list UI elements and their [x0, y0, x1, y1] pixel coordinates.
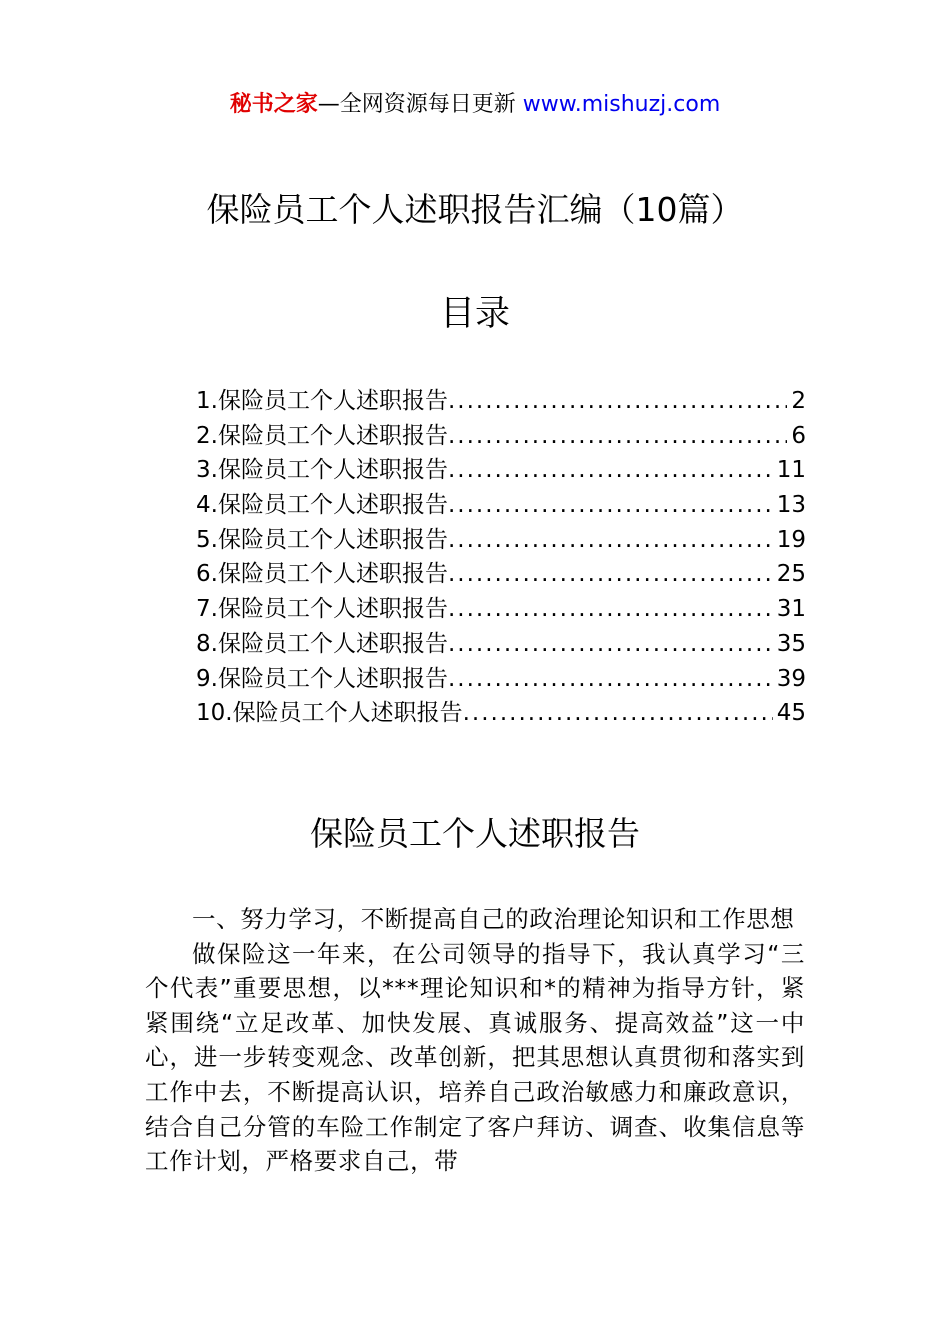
- toc-entry-page: 6: [791, 422, 806, 449]
- toc-entry[interactable]: [196, 488, 806, 523]
- toc-entry[interactable]: [196, 592, 806, 627]
- toc-leader-dots: [448, 419, 787, 453]
- toc-entry[interactable]: [196, 696, 806, 731]
- toc-entry-label: 6.保险员工个人述职报告: [196, 561, 448, 588]
- site-banner: [0, 90, 950, 120]
- toc-entry-page: 13: [776, 492, 806, 519]
- toc-leader-dots: [448, 592, 773, 626]
- toc-entry[interactable]: [196, 627, 806, 662]
- toc-heading: 目录: [439, 294, 510, 334]
- toc-entry-label: 1.保险员工个人述职报告: [196, 388, 448, 414]
- toc-entry-page: 19: [776, 526, 806, 553]
- banner-tagline: —全网资源每日更新: [317, 92, 523, 117]
- toc-leader-dots: [448, 662, 773, 696]
- toc-entry[interactable]: [196, 662, 806, 697]
- toc-leader-dots: [448, 384, 787, 418]
- toc-entry-label: 10.保险员工个人述职报告: [196, 700, 463, 727]
- table-of-contents: [196, 384, 806, 731]
- site-url-link[interactable]: www.mishuzj.com: [522, 92, 721, 117]
- document-title: 保险员工个人述职报告汇编（10篇）: [206, 190, 744, 229]
- toc-entry-page: 31: [776, 596, 806, 623]
- section-title: 保险员工个人述职报告: [310, 814, 640, 853]
- toc-entry-label: 8.保险员工个人述职报告: [196, 630, 448, 657]
- brand-name: 秘书之家: [229, 92, 318, 117]
- toc-leader-dots: [448, 488, 773, 522]
- toc-entry[interactable]: [196, 453, 806, 488]
- toc-entry-label: 4.保险员工个人述职报告: [196, 492, 448, 519]
- toc-leader-dots: [448, 523, 773, 557]
- toc-entry-label: 7.保险员工个人述职报告: [196, 596, 448, 623]
- section-subheading: 一、努力学习，不断提高自己的政治理论知识和工作思想: [192, 905, 795, 933]
- toc-entry[interactable]: [196, 419, 806, 454]
- toc-entry-page: 39: [776, 665, 806, 692]
- toc-leader-dots: [448, 627, 773, 661]
- toc-leader-dots: [463, 696, 773, 730]
- toc-entry-page: 25: [776, 561, 806, 588]
- toc-leader-dots: [448, 557, 773, 591]
- section-body: [145, 902, 805, 1179]
- toc-entry-label: 2.保险员工个人述职报告: [196, 422, 448, 449]
- toc-entry[interactable]: [196, 557, 806, 592]
- toc-entry-page: 45: [776, 700, 806, 727]
- toc-entry-page: 35: [776, 630, 806, 657]
- toc-entry-label: 9.保险员工个人述职报告: [196, 665, 448, 692]
- toc-entry[interactable]: [196, 523, 806, 558]
- toc-entry-label: 3.保险员工个人述职报告: [196, 457, 448, 484]
- body-paragraph: 做保险这一年来，在公司领导的指导下，我认真学习“三个代表”重要思想，以***理论知识和*的精神为指导方针，紧紧围绕“立足改革、加快发展、真诚服务、提高效益”这一中心，进一步转变观念、改革创新，把其思想认真贯彻和落实到工作中去，不断提高认识，培养自己政治敏感力和廉政意识，结合自己分管的车险工作制定了客户拜访、调查、收集信息等工作计划，严格要求自己，带: [145, 939, 805, 1176]
- toc-entry-page: 2: [791, 388, 806, 414]
- toc-entry[interactable]: [196, 384, 806, 419]
- toc-leader-dots: [448, 453, 773, 487]
- toc-entry-page: 11: [776, 457, 806, 484]
- toc-entry-label: 5.保险员工个人述职报告: [196, 526, 448, 553]
